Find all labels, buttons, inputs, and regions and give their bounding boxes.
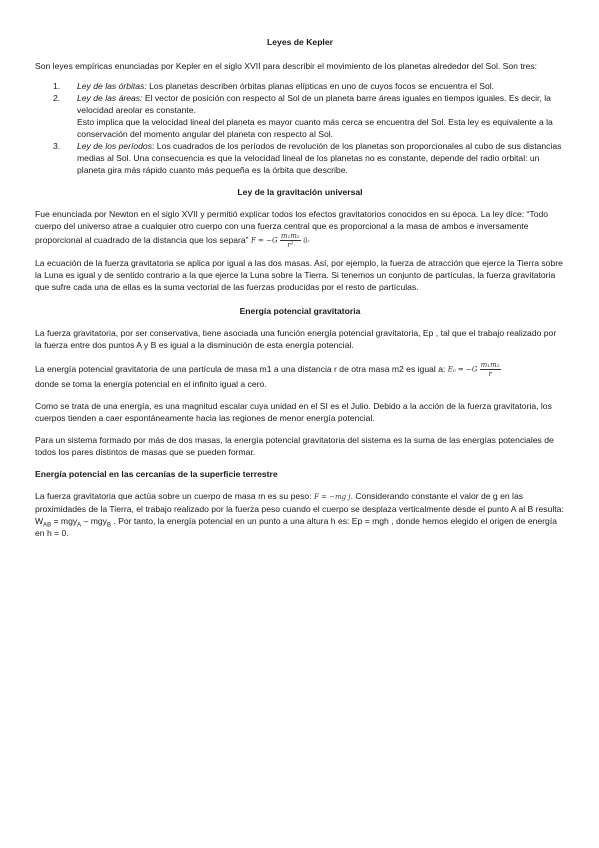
law-text: Los planetas describen órbitas planas elípticas en uno de cuyos focos se encuentra el Sol. [146, 81, 495, 91]
potential-paragraph-4: Para un sistema formado por más de dos masas, la energía potencial gravitatoria del sistema es la suma de las energías potenciales de todos los pares distintos de masas que se pueden formar. [35, 435, 554, 457]
section-heading-potential: Energía potencial gravitatoria [239, 306, 361, 316]
surface-paragraph: La fuerza gravitatoria que actúa sobre un cuerpo de masa m es su peso: F = −mg j. Considerando constante el valor de g en las proximidades de la Tierra, el trabajo realizado por la fuerza peso cuando el cuerpo se desplaza verticalmente desde el punto A al B resulta: $W_{AB} = mgy_A - mgy_B$ . Por tanto, la energía potencial en un punto a una altura h es: Ep = mgh , donde hemos elegido el origen de energía en h = 0. [35, 491, 564, 538]
list-item [35, 80, 565, 92]
law-term: Ley de las órbitas: [77, 81, 147, 91]
potential-formula: Eₚ = −G $\frac{\text{m₁m₂}}{r}$ [447, 361, 500, 378]
document-content [35, 36, 565, 539]
list-number: 2. [53, 93, 61, 103]
gravitation-paragraph-1: Fue enunciada por Newton en el siglo XVII y permitió explicar todos los efectos gravitatorios conocidos en su época. La ley dice: “Todo cuerpo del universo atrae a cualquier otro cuerpo con una fuerza central que es proporcional a la masa de ambos e inversamente proporcional al cuadrado de la distancia que los separa” F = −G $\frac{\text{m₁m₂}}{\text{r²}}$ ūᵣ [35, 209, 549, 249]
potential-paragraph-2: La energía potencial gravitatoria de una partícula de masa m1 a una distancia r de otra masa m2 es igual a: Eₚ = −G $\frac{\text{m₁m₂}}{r}$ donde se toma la energía potencial en el infinito igual a cero. [35, 361, 500, 389]
gravitation-formula: F = −G $\frac{\text{m₁m₂}}{\text{r²}}$ ūᵣ [250, 232, 310, 249]
section-heading-gravitation: Ley de la gravitación universal [237, 187, 363, 197]
kepler-intro: Son leyes empíricas enunciadas por Kepler en el siglo XVII para describir el movimiento de los planetas alrededor del Sol. Son tres: [35, 61, 538, 71]
law-term: Ley de las áreas: [77, 93, 143, 103]
list-item [35, 140, 565, 176]
law-text: El vector de posición con respecto al Sol de un planeta barre áreas iguales en tiempos iguales. Es decir, la velocidad areolar es constante. [77, 93, 551, 115]
law-extra-text: Esto implica que la velocidad lineal del planeta es mayor cuanto más cerca se encuentra del Sol. Esta ley es equivalente a la conservación del momento angular del planeta con respecto al Sol. [77, 117, 553, 139]
section-heading-surface: Energía potencial en las cercanías de la superficie terrestre [35, 469, 278, 479]
list-number: 1. [53, 81, 61, 91]
page-title: Leyes de Kepler [267, 37, 333, 47]
list-item [35, 92, 565, 140]
kepler-laws-list [35, 80, 565, 176]
gravitation-paragraph-2: La ecuación de la fuerza gravitatoria se aplica por igual a las dos masas. Así, por ejemplo, la fuerza de atracción que ejerce la Tierra sobre la Luna es igual y de sentido contrario a la que ejerce la Luna sobre la Tierra. Si tenemos un conjunto de partículas, la fuerza gravitatoria que sufre cada una de ellas es la suma vectorial de las fuerzas producidas por el resto de partículas. [35, 258, 563, 292]
potential-paragraph-3: Como se trata de una energía, es una magnitud escalar cuya unidad en el SI es el Julio. Debido a la acción de la fuerza gravitatoria, los cuerpos tienden a caer espontáneamente hacia las regiones de menor energía potencial. [35, 401, 552, 423]
law-text: : Los cuadrados de los períodos de revolución de los planetas son proporcionales al cubo de sus distancias medias al Sol. Una consecuencia es que la velocidad lineal de los planetas no es constante, depende del radio orbital: un planeta gira más rápido cuanto más pequeña es la órbita que describe. [77, 141, 562, 175]
list-number: 3. [53, 141, 61, 151]
potential-paragraph-1: La fuerza gravitatoria, por ser conservativa, tiene asociada una función energía potencial gravitatoria, Ep , tal que el trabajo realizado por la fuerza entre dos puntos A y B es igual a la disminución de esta energía potencial. [35, 328, 557, 350]
weight-formula: F = −mg j [314, 492, 351, 501]
law-term: Ley de los períodos [77, 141, 153, 151]
